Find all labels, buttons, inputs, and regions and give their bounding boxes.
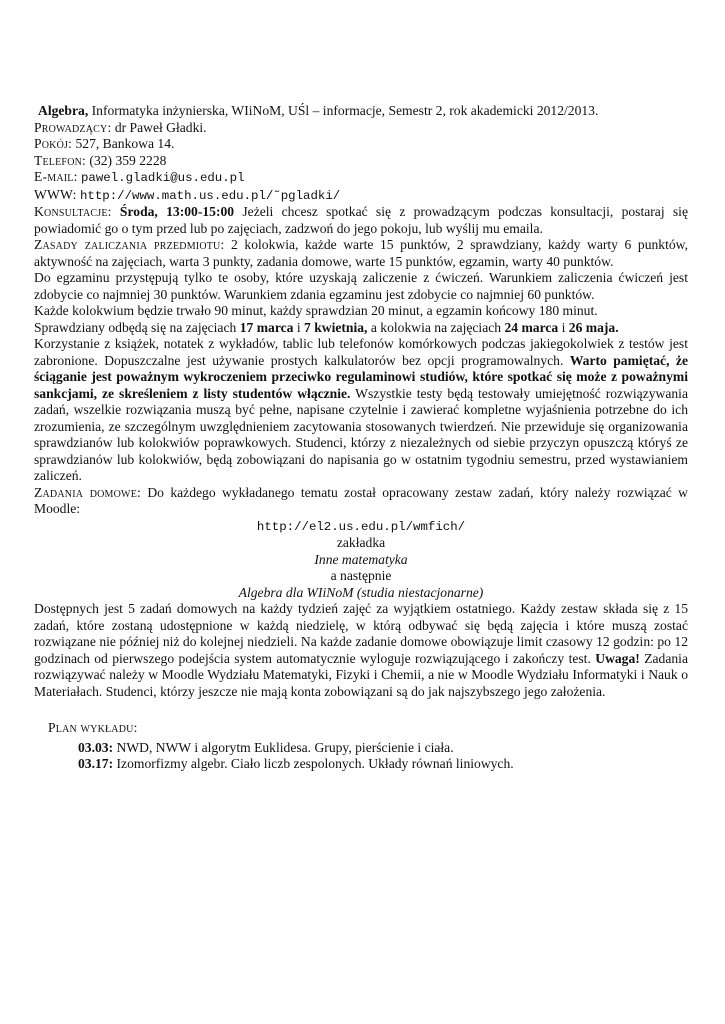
lecture-date: 03.03: <box>78 739 114 755</box>
dates-text-c: a kolokwia na zajęciach <box>367 319 505 335</box>
homework-warning: Uwaga! <box>595 650 640 666</box>
moodle-location-block <box>34 518 688 602</box>
dates-text-e: i <box>558 319 569 335</box>
exam-paragraph: Do egzaminu przystępują tylko te osoby, które uzyskają zaliczenie z ćwiczeń. Warunkiem zaliczenia ćwiczeń jest zdobycie co najmniej 30 punktów. Warunkiem zdania egzaminu jest zdobycie co najmniej 60 punktów. <box>34 270 688 302</box>
www-line <box>34 187 688 205</box>
lecturer-line <box>34 120 688 137</box>
grading-paragraph <box>34 237 688 270</box>
duration-paragraph: Każde kolokwium będzie trwało 90 minut, każdy sprawdzian 20 minut, a egzamin końcowy 180 minut. <box>34 303 598 318</box>
email-label: E-mail: <box>34 169 78 184</box>
title-details: Informatyka inżynierska, WIiNoM, UŚl – informacje, Semestr 2, rok akademicki 2012/2013. <box>88 103 599 118</box>
phone-label: Telefon: <box>34 152 87 168</box>
consultation-label: Konsultacje: <box>34 204 112 219</box>
lecture-plan <box>48 720 688 773</box>
email-address[interactable]: pawel.gladki@us.edu.pl <box>80 171 245 185</box>
grading-label: Zasady zaliczania przedmiotu: <box>34 237 225 252</box>
email-line <box>34 169 688 187</box>
list-item <box>78 740 688 757</box>
list-item <box>78 756 688 773</box>
consultation-time: Środa, 13:00-15:00 <box>119 204 235 219</box>
document-page <box>34 103 688 773</box>
homework-paragraph <box>34 485 688 518</box>
consultation-paragraph <box>34 204 688 237</box>
dates-text-a: Sprawdziany odbędą się na zajęciach <box>34 319 240 335</box>
lecture-plan-heading: Plan wykładu: <box>48 720 138 735</box>
homework-details-a: Dostępnych jest 5 zadań domowych na każdy tydzień zajęć za wyjątkiem ostatniego. Każdy zestaw składa się z 15 zadań, które zostaną udostępnione w każdą niedzielę, w którą odbywać się będą zajęcia i które muszą zostać rozwiązane nie później niż do kolejnej niedzieli. Na każde zadanie domowe obowiązuje limit czasowy 12 godzin: po 12 godzinach od pierwszego podejścia system automatycznie wyloguje rozwiązującego i zakończy test. <box>34 601 688 666</box>
conduct-text-b: Wszystkie testy będą testowały umiejętność rozwiązywania zadań, wszelkie rozwiązania muszą być pełne, napisane czytelnie i zawierać kompletne wyjaśnienia potrzebne do ich zrozumienia, ze szczególnym uwzględnieniem zacytowania stosowanych twierdzeń. Nie przewiduje się organizowania sprawdzianów lub kolokwiów poprawkowych. Studenci, którzy z niezależnych od siebie przyczyn opuszczą któryś ze sprawdzianów lub kolokwiów, będą zobowiązani do napisania go w ostatnim tygodniu semestru, przed wystawianiem zaliczeń. <box>34 385 688 483</box>
subject-name: Algebra, <box>38 103 89 118</box>
homework-details-paragraph <box>34 601 688 700</box>
homework-text: Do każdego wykładanego tematu został opracowany zestaw zadań, który należy rozwiązać w Moodle: <box>34 484 688 516</box>
dates-paragraph <box>34 320 688 337</box>
conduct-paragraph <box>34 336 688 485</box>
conduct-text-a: Korzystanie z książek, notatek z wykładów, tablic lub telefonów komórkowych podczas jakiegokolwiek z testów jest zabronione. Dopuszczalne jest używanie prostych kalkulatorów bez opcji programowalnych. <box>34 336 688 368</box>
lecture-topic: NWD, NWW i algorytm Euklidesa. Grupy, pierścienie i ciała. <box>113 739 454 755</box>
date-test-2: 7 kwietnia, <box>304 319 368 335</box>
document-title <box>34 103 688 120</box>
homework-details-b: Zadania rozwiązywać należy w Moodle Wydziału Matematyki, Fizyki i Chemii, a nie w Moodle Wydziału Informatyki i Nauk o Materiałach. Studenci, którzy jeszcze nie mają konta zobowiązani są do jak najszybszego jego założenia. <box>34 650 688 699</box>
dates-text-b: i <box>293 319 305 335</box>
room-label: Pokój: <box>34 136 73 151</box>
homework-label: Zadania domowe: <box>34 484 141 500</box>
lecturer-label: Prowadzący: <box>34 119 112 135</box>
moodle-url[interactable]: http://el2.us.edu.pl/wmfich/ <box>256 519 466 534</box>
consultation-text: Jeżeli chcesz spotkać się z prowadzącym podczas konsultacji, postaraj się powiadomić go o tym przed lub po zajęciach, zadzwoń do jego pokoju, lub wyślij mu emaila. <box>34 204 688 236</box>
moodle-then: a następnie <box>330 568 392 583</box>
date-colloquium-1: 24 marca <box>504 319 559 335</box>
grading-text: 2 kolokwia, każde warte 15 punktów, 2 sprawdziany, każdy warty 6 punktów, aktywność na zajęciach, warta 3 punkty, zadania domowe, warte 15 punktów, egzamin, warty 40 punktów. <box>34 237 688 269</box>
date-test-1: 17 marca <box>239 319 294 335</box>
www-link[interactable]: http://www.math.us.edu.pl/˜pgladki/ <box>79 188 341 203</box>
cheating-warning: Warto pamiętać, że ściąganie jest poważnym wykroczeniem przeciwko regulaminowi studiów, które spotkać się może z poważnymi sankcjami, ze skreśleniem z listy studentów włącznie. <box>34 352 688 401</box>
moodle-category: Inne matematyka <box>314 551 408 567</box>
room-line <box>34 136 688 153</box>
lecture-topic: Izomorfizmy algebr. Ciało liczb zespolonych. Układy równań liniowych. <box>113 756 514 771</box>
lecture-plan-list <box>78 740 688 773</box>
moodle-course: Algebra dla WIiNoM (studia niestacjonarne) <box>238 584 484 600</box>
moodle-tab-word: zakładka <box>336 535 386 550</box>
date-colloquium-2: 26 maja. <box>568 319 619 335</box>
www-label: WWW: <box>34 186 77 202</box>
lecturer-value: dr Paweł Gładki. <box>111 119 207 135</box>
phone-value: (32) 359 2228 <box>86 152 167 168</box>
lecture-date: 03.17: <box>78 756 114 771</box>
phone-line <box>34 153 688 170</box>
room-value: 527, Bankowa 14. <box>72 136 175 151</box>
